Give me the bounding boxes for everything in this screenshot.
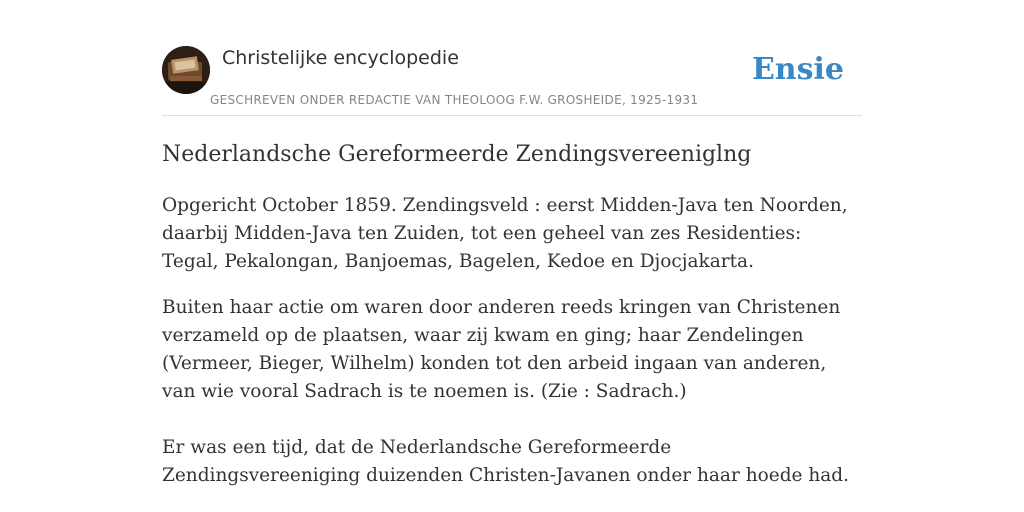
site-name[interactable]: Christelijke encyclopedie (222, 47, 459, 69)
book-photo-icon[interactable] (162, 46, 210, 94)
site-header (162, 46, 862, 115)
article-paragraph: Buiten haar actie om waren door anderen reeds kringen van Christenen verzameld op de plaatsen, waar zij kwam en ging; haar Zendelingen (Vermeer, Bieger, Wilhelm) konden tot den arbeid ingaan van anderen, van wie vooral Sadrach is te noemen is. (Zie : Sadrach.) (162, 297, 841, 402)
article-paragraph: Opgericht October 1859. Zendingsveld : eerst Midden-Java ten Noorden, daarbij Midden-Java ten Zuiden, tot een geheel van zes Residenties: Tegal, Pekalongan, Banjoemas, Bagelen, Kedoe en Djocjakarta. (162, 195, 848, 272)
page-container (162, 46, 862, 490)
article-title: Nederlandsche Gereformeerde Zendingsvereeniglng (162, 142, 752, 167)
site-subtitle: GESCHREVEN ONDER REDACTIE VAN THEOLOOG F.W. GROSHEIDE, 1925-1931 (210, 93, 699, 107)
brand-logo[interactable]: Ensie (751, 52, 844, 87)
header-divider (162, 115, 862, 116)
article-paragraph: Er was een tijd, dat de Nederlandsche Gereformeerde Zendingsvereeniging duizenden Christen-Javanen onder haar hoede had. (162, 437, 850, 486)
